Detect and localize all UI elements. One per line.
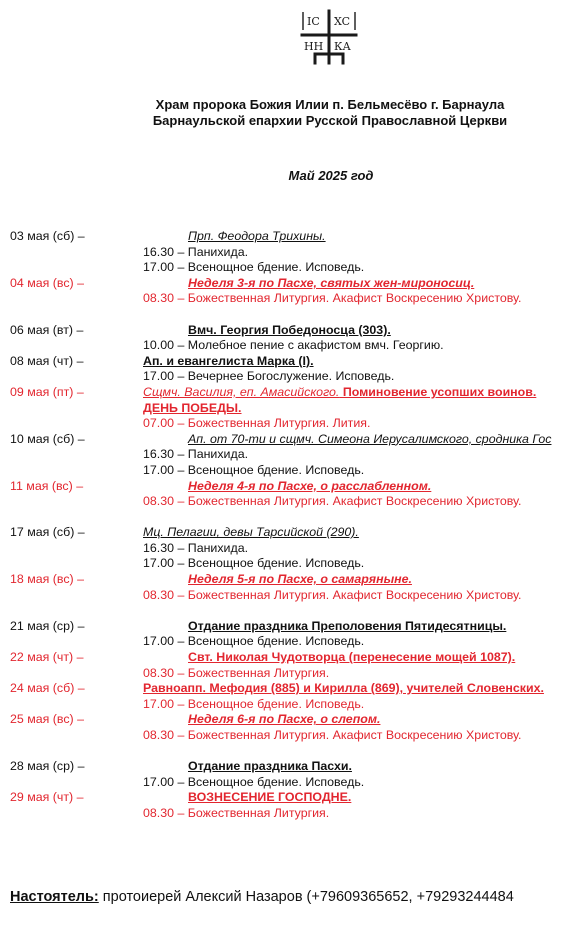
schedule-row (10, 806, 572, 822)
schedule-row (10, 728, 572, 744)
rector-label: Настоятель: (10, 889, 99, 905)
service-time: 17.00 – Вечернее Богослужение. Исповедь. (143, 369, 395, 384)
feast-title: Равноапп. Мефодия (885) и Кирилла (869), учителей Словенских. (143, 681, 544, 696)
schedule-row (10, 572, 572, 588)
feast-title: Отдание праздника Преполовения Пятидесятницы. (188, 618, 507, 633)
service-time: 08.30 – Божественная Литургия. (143, 665, 330, 680)
emblem-ic: IC (307, 15, 320, 28)
emblem-xc: XC (334, 15, 351, 28)
feast-title: Свт. Николая Чудотворца (перенесение мощей 1087). (188, 650, 516, 665)
service-time: 16.30 – Панихида. (143, 540, 249, 555)
schedule-row (10, 479, 572, 495)
service-date: 08 мая (чт) – (10, 353, 84, 368)
schedule-row (10, 338, 572, 354)
schedule-row (10, 541, 572, 557)
service-date: 25 мая (вс) – (10, 712, 85, 727)
service-time: 08.30 – Божественная Литургия. Акафист Воскресению Христову. (143, 587, 522, 602)
schedule-row (10, 494, 572, 510)
service-date: 24 мая (сб) – (10, 681, 85, 696)
month-title: Май 2025 год (288, 168, 374, 183)
header-line-1: Храм пророка Божия Илии п. Бельмесёво г. Барнаула (155, 97, 505, 112)
schedule-row (10, 650, 572, 666)
feast-title-saint: Сщмч. Василия, еп. Амасийского. (143, 384, 340, 399)
feast-title (143, 385, 536, 401)
feast-title: Вмч. Георгия Победоносца (303). (188, 322, 391, 337)
service-time: 17.00 – Всенощное бдение. Исповедь. (143, 462, 365, 477)
schedule-row (10, 432, 572, 448)
feast-title: Отдание праздника Пасхи. (188, 759, 352, 774)
schedule-row (10, 775, 572, 791)
service-date: 22 мая (чт) – (10, 650, 84, 665)
church-emblem-cross (298, 8, 360, 72)
service-date: 21 мая (ср) – (10, 618, 85, 633)
feast-title: Неделя 5-я по Пасхе, о самаряныне. (188, 572, 412, 587)
emblem-nh: НН (304, 40, 324, 53)
service-time: 16.30 – Панихида. (143, 447, 249, 462)
header-line-2: Барнаульской епархии Русской Православной Церкви (152, 113, 508, 128)
service-date: 04 мая (вс) – (10, 275, 85, 290)
schedule-row (10, 619, 572, 635)
schedule-row (10, 759, 572, 775)
schedule-row (10, 634, 572, 650)
service-time: 17.00 – Всенощное бдение. Исповедь. (143, 774, 365, 789)
service-time: 17.00 – Всенощное бдение. Исповедь. (143, 696, 365, 711)
service-time: 16.30 – Панихида. (143, 244, 249, 259)
schedule-row (10, 447, 572, 463)
schedule-row (10, 588, 572, 604)
schedule-row (10, 260, 572, 276)
service-time: 08.30 – Божественная Литургия. Акафист Воскресению Христову. (143, 728, 522, 742)
schedule-row (10, 323, 572, 339)
feast-title: Неделя 3-я по Пасхе, святых жен-мироносиц. (188, 275, 475, 290)
service-date: 09 мая (пт) – (10, 384, 84, 399)
schedule-row (10, 401, 572, 417)
schedule-row (10, 291, 572, 307)
service-date: 28 мая (ср) – (10, 759, 85, 774)
schedule-row (10, 245, 572, 261)
emblem-ka: КА (334, 40, 351, 53)
service-time: 07.00 – Божественная Литургия. Лития. (143, 416, 371, 431)
schedule-row (10, 666, 572, 682)
service-date: 29 мая (чт) – (10, 790, 84, 805)
feast-title: Мц. Пелагии, девы Тарсийской (290). (143, 525, 359, 540)
feast-title: Неделя 6-я по Пасхе, о слепом. (188, 712, 381, 727)
service-time: 08.30 – Божественная Литургия. Акафист Воскресению Христову. (143, 291, 522, 306)
service-date: 11 мая (вс) – (10, 478, 84, 493)
rector-contact (10, 889, 514, 905)
service-time: 08.30 – Божественная Литургия. (143, 805, 330, 820)
feast-title: ВОЗНЕСЕНИЕ ГОСПОДНЕ. (188, 790, 352, 805)
feast-title: Прп. Феодора Трихины. (188, 229, 326, 243)
schedule-row (10, 681, 572, 697)
service-time: 10.00 – Молебное пение с акафистом вмч. Георгию. (143, 338, 444, 353)
feast-title: Неделя 4-я по Пасхе, о расслабленном. (188, 478, 432, 493)
feast-title: ДЕНЬ ПОБЕДЫ. (143, 400, 242, 415)
schedule-row (10, 525, 572, 541)
service-time: 17.00 – Всенощное бдение. Исповедь. (143, 634, 365, 649)
schedule-row (10, 369, 572, 385)
parish-header (0, 97, 572, 129)
schedule-row (10, 416, 572, 432)
schedule-row (10, 556, 572, 572)
schedule-row (10, 385, 572, 401)
service-date: 18 мая (вс) – (10, 572, 85, 587)
feast-title-commemoration: Поминовение усопших воинов. (339, 384, 537, 399)
schedule-row (10, 354, 572, 370)
service-schedule (10, 229, 572, 822)
feast-title: Ап. и евангелиста Марка (I). (143, 353, 314, 368)
service-time: 08.30 – Божественная Литургия. Акафист Воскресению Христову. (143, 494, 522, 509)
service-date: 03 мая (сб) – (10, 229, 85, 243)
schedule-row (10, 463, 572, 479)
service-date: 06 мая (вт) – (10, 322, 84, 337)
feast-title: Ап. от 70-ти и сщмч. Симеона Иерусалимского, сродника Гос (188, 431, 552, 446)
schedule-row (10, 790, 572, 806)
schedule-row (10, 276, 572, 292)
schedule-row (10, 229, 572, 245)
schedule-row (10, 712, 572, 728)
service-time: 17.00 – Всенощное бдение. Исповедь. (143, 556, 365, 571)
service-time: 17.00 – Всенощное бдение. Исповедь. (143, 260, 365, 275)
service-date: 17 мая (сб) – (10, 525, 85, 540)
schedule-row (10, 697, 572, 713)
rector-text: протоиерей Алексий Назаров (+79609365652, +79293244484 (98, 889, 514, 905)
service-date: 10 мая (сб) – (10, 431, 85, 446)
